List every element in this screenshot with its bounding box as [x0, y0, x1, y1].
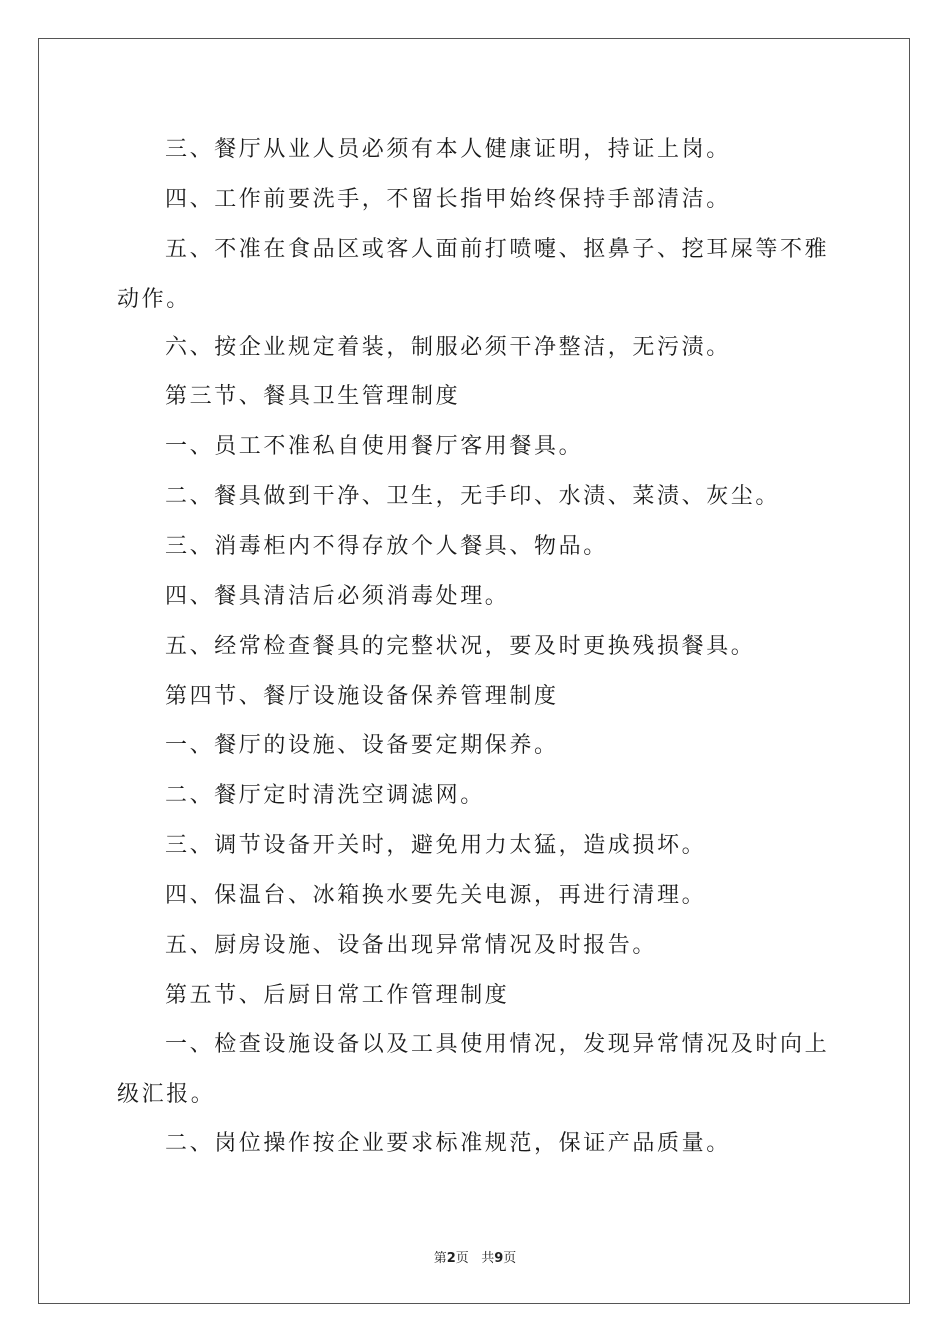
footer-total-pages: 9: [494, 1251, 504, 1266]
paragraph: 六、按企业规定着装，制服必须干净整洁，无污渍。: [165, 335, 731, 360]
paragraph: 一、员工不准私自使用餐厅客用餐具。: [165, 434, 584, 459]
paragraph: 三、消毒柜内不得存放个人餐具、物品。: [165, 534, 608, 559]
paragraph: 五、厨房设施、设备出现异常情况及时报告。: [165, 933, 658, 958]
paragraph: 三、餐厅从业人员必须有本人健康证明，持证上岗。: [165, 137, 731, 162]
paragraph: 四、保温台、冰箱换水要先关电源，再进行清理。: [165, 883, 707, 908]
footer-page-number: 2: [446, 1251, 456, 1266]
section-heading: 第三节、餐具卫生管理制度: [165, 384, 461, 409]
paragraph: 五、经常检查餐具的完整状况，要及时更换残损餐具。: [165, 634, 756, 659]
paragraph: 一、餐厅的设施、设备要定期保养。: [165, 733, 559, 758]
paragraph: 二、餐具做到干净、卫生，无手印、水渍、菜渍、灰尘。: [165, 484, 781, 509]
paragraph: 二、岗位操作按企业要求标准规范，保证产品质量。: [165, 1131, 731, 1156]
footer-total-prefix: 共: [481, 1251, 495, 1266]
paragraph: 五、不准在食品区或客人面前打喷嚏、抠鼻子、挖耳屎等不雅动作。: [117, 237, 830, 312]
section-heading: 第四节、餐厅设施设备保养管理制度: [165, 684, 559, 709]
footer-page-suffix: 页: [455, 1251, 469, 1266]
paragraph: 四、餐具清洁后必须消毒处理。: [165, 584, 510, 609]
paragraph: 四、工作前要洗手，不留长指甲始终保持手部清洁。: [165, 187, 731, 212]
footer-total-suffix: 页: [503, 1251, 517, 1266]
paragraph: 一、检查设施设备以及工具使用情况，发现异常情况及时向上级汇报。: [117, 1032, 830, 1107]
page-footer: [0, 1247, 950, 1266]
footer-page-prefix: 第: [433, 1251, 447, 1266]
section-heading: 第五节、后厨日常工作管理制度: [165, 983, 510, 1008]
paragraph: 三、调节设备开关时，避免用力太猛，造成损坏。: [165, 833, 707, 858]
paragraph: 二、餐厅定时清洗空调滤网。: [165, 783, 485, 808]
